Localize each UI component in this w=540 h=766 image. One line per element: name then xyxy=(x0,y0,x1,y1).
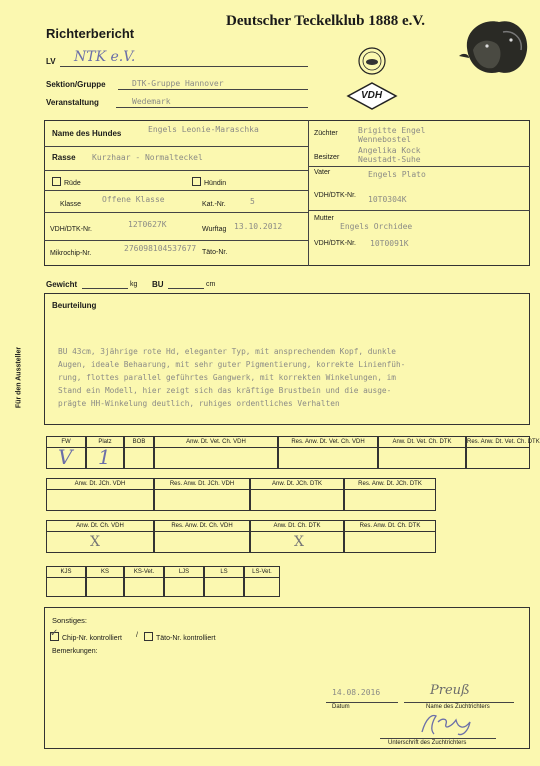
klasse-value: Offene Klasse xyxy=(102,195,165,204)
huendin-label: Hündin xyxy=(204,180,227,187)
header-anw-ch-dtk: Anw. Dt. Ch. DTK xyxy=(250,520,344,532)
bob-cell xyxy=(124,447,154,469)
fw-value: V xyxy=(58,445,73,469)
taeto-kontrolliert-check-icon xyxy=(144,632,153,641)
dachshund-logo xyxy=(455,10,535,82)
veranstaltung-label: Veranstaltung xyxy=(46,98,99,107)
veranstaltung-value: Wedemark xyxy=(132,97,171,106)
header-anw-jch-vdh: Anw. Dt. JCh. VDH xyxy=(46,478,154,490)
header-res-ch-dtk: Res. Anw. Dt. Ch. DTK xyxy=(344,520,436,532)
chip-kontrolliert-checkbox[interactable] xyxy=(50,628,122,642)
header-ls-vet: LS-Vet. xyxy=(244,566,280,578)
beurteilung-line: prägte HH-Winkelung deutlich, ruhiges ordentliches Verhalten xyxy=(58,399,340,408)
ruede-label: Rüde xyxy=(64,180,81,187)
header-ks: KS xyxy=(86,566,124,578)
anw-vet-vdh-cell xyxy=(154,447,278,469)
ks-vet-cell xyxy=(124,577,164,597)
header-ks-vet: KS-Vet. xyxy=(124,566,164,578)
klasse-label: Klasse xyxy=(60,201,82,208)
header-res-jch-dtk: Res. Anw. Dt. JCh. DTK xyxy=(344,478,436,490)
chip-kontrolliert-check-icon: ✓ xyxy=(50,628,59,639)
ljs-cell xyxy=(164,577,204,597)
katnr-label: Kat.-Nr. xyxy=(202,201,226,208)
zuechter-label: Züchter xyxy=(314,130,338,137)
anw-vet-dtk-cell xyxy=(378,447,466,469)
header-anw-vet-vdh: Anw. Dt. Vet. Ch. VDH xyxy=(154,436,278,448)
header-platz: Platz xyxy=(86,436,124,448)
vater-label: Vater xyxy=(314,169,331,176)
beurteilung-line: Augen, ideale Behaarung, mit sehr guter Pigmentierung, korrekte Linienfüh- xyxy=(58,360,406,369)
lv-value: NTK e.V. xyxy=(74,49,136,65)
judge-signature xyxy=(412,708,492,738)
kjs-cell xyxy=(46,577,86,597)
zuechter-value-line2: Wennebostel xyxy=(358,135,411,144)
beurteilung-label: Beurteilung xyxy=(52,301,97,310)
header-res-vet-vdh: Res. Anw. Dt. Vet. Ch. VDH xyxy=(278,436,378,448)
vdh-value: 12T0627K xyxy=(128,220,167,229)
header-res-vet-dtk: Res. Anw. Dt. Vet. Ch. DTK xyxy=(466,436,530,448)
chip-kontrolliert-label: Chip-Nr. kontrolliert xyxy=(62,635,122,642)
ks-cell xyxy=(86,577,124,597)
res-ch-dtk-cell xyxy=(344,531,436,553)
vdh-logo-text: VDH xyxy=(361,90,383,101)
anw-jch-vdh-cell xyxy=(46,489,154,511)
gewicht-label: Gewicht xyxy=(46,280,78,289)
beurteilung-line: rung, flottes parallel geführtes Gangwerk, mit korrekten Winkelungen, im xyxy=(58,373,396,382)
header-fw: FW xyxy=(46,436,86,448)
dog-name-value: Engels Leonie-Maraschka xyxy=(148,125,259,134)
mutter-vdh-label: VDH/DTK-Nr. xyxy=(314,240,356,247)
res-vet-dtk-cell xyxy=(466,447,530,469)
katnr-value: 5 xyxy=(250,197,255,206)
wurftag-label: Wurftag xyxy=(202,226,227,233)
club-name: Deutscher Teckelklub 1888 e.V. xyxy=(226,13,426,29)
page-title: Richterbericht xyxy=(46,26,135,41)
vater-vdh-label: VDH/DTK-Nr. xyxy=(314,192,356,199)
res-vet-vdh-cell xyxy=(278,447,378,469)
sektion-value: DTK-Gruppe Hannover xyxy=(132,79,224,88)
datum-label: Datum xyxy=(332,704,350,710)
chip-label: Mikrochip-Nr. xyxy=(50,250,92,257)
res-jch-dtk-cell xyxy=(344,489,436,511)
header-res-ch-vdh: Res. Anw. Dt. Ch. VDH xyxy=(154,520,250,532)
platz-value: 1 xyxy=(98,445,111,469)
header-anw-vet-dtk: Anw. Dt. Vet. Ch. DTK xyxy=(378,436,466,448)
res-jch-vdh-cell xyxy=(154,489,250,511)
lv-label: LV xyxy=(46,57,56,66)
cm-unit: cm xyxy=(206,281,216,288)
dog-info-box xyxy=(44,120,530,266)
rasse-value: Kurzhaar - Normalteckel xyxy=(92,153,203,162)
wurftag-value: 13.10.2012 xyxy=(234,222,283,231)
separator: / xyxy=(136,632,138,639)
taeto-kontrolliert-label: Täto-Nr. kontrolliert xyxy=(156,635,216,642)
rasse-label: Rasse xyxy=(52,153,76,162)
huendin-check-icon xyxy=(192,177,201,186)
vater-value: Engels Plato xyxy=(368,170,426,179)
beurteilung-text xyxy=(58,345,405,410)
mutter-label: Mutter xyxy=(314,215,334,222)
anw-ch-vdh-mark: X xyxy=(90,534,100,550)
dog-name-label: Name des Hundes xyxy=(52,129,122,138)
ruede-check-icon xyxy=(52,177,61,186)
header-bob: BOB xyxy=(124,436,154,448)
judge-name-label: Name des Zuchtrichters xyxy=(426,704,490,710)
header-ljs: LJS xyxy=(164,566,204,578)
anw-ch-vdh-cell xyxy=(46,531,154,553)
taeto-kontrolliert-checkbox[interactable] xyxy=(144,632,216,642)
header-anw-ch-vdh: Anw. Dt. Ch. VDH xyxy=(46,520,154,532)
huendin-checkbox[interactable] xyxy=(192,177,226,187)
ls-vet-cell xyxy=(244,577,280,597)
sonstiges-label: Sonstiges: xyxy=(52,616,88,625)
kg-unit: kg xyxy=(130,281,138,288)
besitzer-value-line1: Angelika Kock xyxy=(358,146,421,155)
besitzer-label: Besitzer xyxy=(314,154,340,161)
vdh-label: VDH/DTK-Nr. xyxy=(50,226,92,233)
beurteilung-line: BU 43cm, 3jährige rote Hd, eleganter Typ, mit ansprechendem Kopf, dunkle xyxy=(58,347,396,356)
header-anw-jch-dtk: Anw. Dt. JCh. DTK xyxy=(250,478,344,490)
header-kjs: KJS xyxy=(46,566,86,578)
header-res-jch-vdh: Res. Anw. Dt. JCh. VDH xyxy=(154,478,250,490)
club-seal-logo xyxy=(358,47,386,75)
judge-name-value: Preuß xyxy=(430,683,470,698)
anw-jch-dtk-cell xyxy=(250,489,344,511)
bu-label: BU xyxy=(152,280,164,289)
bemerkungen-label: Bemerkungen: xyxy=(52,648,98,655)
vater-vdh-value: 10T0304K xyxy=(368,195,407,204)
besitzer-value-line2: Neustadt-Suhe xyxy=(358,155,421,164)
sektion-label: Sektion/Gruppe xyxy=(46,80,106,89)
anw-ch-dtk-mark: X xyxy=(294,534,304,550)
chip-value: 276098104537677 xyxy=(124,244,197,253)
ls-cell xyxy=(204,577,244,597)
mutter-value: Engels Orchidee xyxy=(340,222,413,231)
mutter-vdh-value: 10T0091K xyxy=(370,239,409,248)
ruede-checkbox[interactable] xyxy=(52,177,81,187)
header-ls: LS xyxy=(204,566,244,578)
side-label: Für den Aussteller xyxy=(15,346,23,409)
date-value: 14.08.2016 xyxy=(332,688,381,697)
unterschrift-label: Unterschrift des Zuchtrichters xyxy=(388,740,467,746)
zuechter-value-line1: Brigitte Engel xyxy=(358,126,426,135)
beurteilung-line: Stand ein Modell, hier zeigt sich das kräftige Brustbein und die ausge- xyxy=(58,386,392,395)
res-ch-vdh-cell xyxy=(154,531,250,553)
taeto-label: Täto-Nr. xyxy=(202,249,228,256)
